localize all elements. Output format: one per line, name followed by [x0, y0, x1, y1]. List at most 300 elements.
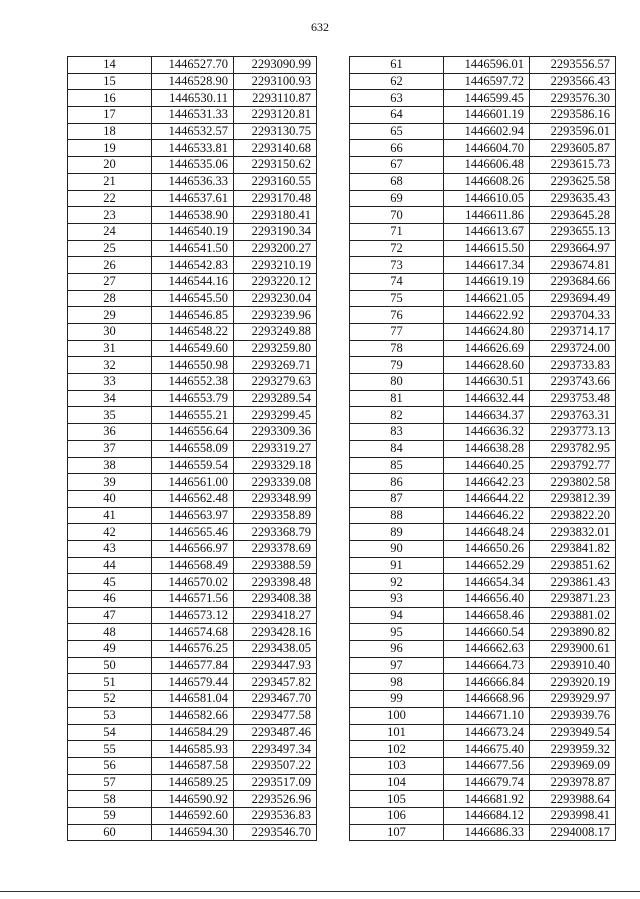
- y-coordinate-cell: 2293753.48: [530, 390, 616, 407]
- x-coordinate-cell: 1446642.23: [444, 474, 530, 491]
- point-number-cell: 92: [350, 574, 444, 591]
- x-coordinate-cell: 1446686.33: [444, 824, 530, 841]
- x-coordinate-cell: 1446684.12: [444, 807, 530, 824]
- y-coordinate-cell: 2293319.27: [234, 440, 317, 457]
- y-coordinate-cell: 2293841.82: [530, 540, 616, 557]
- table-row: [350, 540, 616, 557]
- table-row: [350, 641, 616, 658]
- y-coordinate-cell: 2293998.41: [530, 807, 616, 824]
- point-number-cell: 18: [68, 123, 152, 140]
- x-coordinate-cell: 1446537.61: [152, 190, 234, 207]
- point-number-cell: 93: [350, 591, 444, 608]
- point-number-cell: 34: [68, 390, 152, 407]
- y-coordinate-cell: 2293200.27: [234, 240, 317, 257]
- table-row: [68, 57, 317, 74]
- y-coordinate-cell: 2293190.34: [234, 223, 317, 240]
- x-coordinate-cell: 1446675.40: [444, 741, 530, 758]
- point-number-cell: 91: [350, 557, 444, 574]
- table-row: [68, 724, 317, 741]
- x-coordinate-cell: 1446540.19: [152, 223, 234, 240]
- x-coordinate-cell: 1446613.67: [444, 223, 530, 240]
- x-coordinate-cell: 1446561.00: [152, 474, 234, 491]
- x-coordinate-cell: 1446562.48: [152, 490, 234, 507]
- y-coordinate-cell: 2293832.01: [530, 524, 616, 541]
- y-coordinate-cell: 2293969.09: [530, 757, 616, 774]
- x-coordinate-cell: 1446553.79: [152, 390, 234, 407]
- table-row: [350, 791, 616, 808]
- point-number-cell: 107: [350, 824, 444, 841]
- point-number-cell: 31: [68, 340, 152, 357]
- point-number-cell: 14: [68, 57, 152, 74]
- x-coordinate-cell: 1446542.83: [152, 257, 234, 274]
- x-coordinate-cell: 1446574.68: [152, 624, 234, 641]
- table-row: [350, 824, 616, 841]
- point-number-cell: 65: [350, 123, 444, 140]
- table-row: [68, 557, 317, 574]
- x-coordinate-cell: 1446544.16: [152, 273, 234, 290]
- x-coordinate-cell: 1446602.94: [444, 123, 530, 140]
- x-coordinate-cell: 1446589.25: [152, 774, 234, 791]
- table-row: [350, 123, 616, 140]
- point-number-cell: 53: [68, 707, 152, 724]
- y-coordinate-cell: 2293130.75: [234, 123, 317, 140]
- y-coordinate-cell: 2293457.82: [234, 674, 317, 691]
- table-row: [350, 390, 616, 407]
- point-number-cell: 66: [350, 140, 444, 157]
- y-coordinate-cell: 2293150.62: [234, 157, 317, 174]
- point-number-cell: 61: [350, 57, 444, 74]
- x-coordinate-cell: 1446681.92: [444, 791, 530, 808]
- table-row: [350, 757, 616, 774]
- table-row: [68, 457, 317, 474]
- coordinate-table-right: [349, 56, 616, 841]
- table-row: [68, 223, 317, 240]
- point-number-cell: 94: [350, 607, 444, 624]
- point-number-cell: 73: [350, 257, 444, 274]
- x-coordinate-cell: 1446570.02: [152, 574, 234, 591]
- x-coordinate-cell: 1446565.46: [152, 524, 234, 541]
- table-row: [68, 407, 317, 424]
- y-coordinate-cell: 2293949.54: [530, 724, 616, 741]
- y-coordinate-cell: 2293438.05: [234, 641, 317, 658]
- table-row: [68, 691, 317, 708]
- y-coordinate-cell: 2293259.80: [234, 340, 317, 357]
- point-number-cell: 76: [350, 307, 444, 324]
- x-coordinate-cell: 1446626.69: [444, 340, 530, 357]
- table-row: [68, 774, 317, 791]
- y-coordinate-cell: 2293388.59: [234, 557, 317, 574]
- table-row: [68, 507, 317, 524]
- point-number-cell: 83: [350, 424, 444, 441]
- table-row: [350, 507, 616, 524]
- point-number-cell: 80: [350, 374, 444, 391]
- x-coordinate-cell: 1446577.84: [152, 657, 234, 674]
- point-number-cell: 29: [68, 307, 152, 324]
- y-coordinate-cell: 2293724.00: [530, 340, 616, 357]
- y-coordinate-cell: 2293398.48: [234, 574, 317, 591]
- y-coordinate-cell: 2293408.38: [234, 591, 317, 608]
- point-number-cell: 33: [68, 374, 152, 391]
- x-coordinate-cell: 1446528.90: [152, 73, 234, 90]
- y-coordinate-cell: 2293487.46: [234, 724, 317, 741]
- x-coordinate-cell: 1446530.11: [152, 90, 234, 107]
- y-coordinate-cell: 2293890.82: [530, 624, 616, 641]
- point-number-cell: 45: [68, 574, 152, 591]
- table-row: [350, 657, 616, 674]
- point-number-cell: 72: [350, 240, 444, 257]
- x-coordinate-cell: 1446610.05: [444, 190, 530, 207]
- point-number-cell: 30: [68, 324, 152, 341]
- y-coordinate-cell: 2293497.34: [234, 741, 317, 758]
- y-coordinate-cell: 2293279.63: [234, 374, 317, 391]
- point-number-cell: 95: [350, 624, 444, 641]
- y-coordinate-cell: 2293546.70: [234, 824, 317, 841]
- y-coordinate-cell: 2293664.97: [530, 240, 616, 257]
- point-number-cell: 105: [350, 791, 444, 808]
- x-coordinate-cell: 1446656.40: [444, 591, 530, 608]
- table-row: [68, 257, 317, 274]
- table-row: [350, 457, 616, 474]
- x-coordinate-cell: 1446581.04: [152, 691, 234, 708]
- x-coordinate-cell: 1446585.93: [152, 741, 234, 758]
- table-row: [68, 374, 317, 391]
- table-row: [68, 73, 317, 90]
- table-row: [68, 273, 317, 290]
- table-row: [68, 240, 317, 257]
- y-coordinate-cell: 2293180.41: [234, 207, 317, 224]
- point-number-cell: 41: [68, 507, 152, 524]
- table-row: [68, 624, 317, 641]
- y-coordinate-cell: 2293110.87: [234, 90, 317, 107]
- y-coordinate-cell: 2293684.66: [530, 273, 616, 290]
- table-row: [350, 207, 616, 224]
- x-coordinate-cell: 1446538.90: [152, 207, 234, 224]
- x-coordinate-cell: 1446652.29: [444, 557, 530, 574]
- y-coordinate-cell: 2293586.16: [530, 107, 616, 124]
- point-number-cell: 85: [350, 457, 444, 474]
- point-number-cell: 100: [350, 707, 444, 724]
- point-number-cell: 71: [350, 223, 444, 240]
- x-coordinate-cell: 1446650.26: [444, 540, 530, 557]
- y-coordinate-cell: 2293299.45: [234, 407, 317, 424]
- table-row: [68, 440, 317, 457]
- table-row: [350, 340, 616, 357]
- point-number-cell: 97: [350, 657, 444, 674]
- x-coordinate-cell: 1446658.46: [444, 607, 530, 624]
- table-row: [68, 591, 317, 608]
- x-coordinate-cell: 1446587.58: [152, 757, 234, 774]
- y-coordinate-cell: 2293517.09: [234, 774, 317, 791]
- y-coordinate-cell: 2293358.89: [234, 507, 317, 524]
- y-coordinate-cell: 2293861.43: [530, 574, 616, 591]
- x-coordinate-cell: 1446606.48: [444, 157, 530, 174]
- table-body: [68, 57, 317, 841]
- y-coordinate-cell: 2293625.58: [530, 173, 616, 190]
- table-row: [350, 173, 616, 190]
- point-number-cell: 26: [68, 257, 152, 274]
- y-coordinate-cell: 2293100.93: [234, 73, 317, 90]
- y-coordinate-cell: 2293645.28: [530, 207, 616, 224]
- x-coordinate-cell: 1446677.56: [444, 757, 530, 774]
- point-number-cell: 15: [68, 73, 152, 90]
- x-coordinate-cell: 1446644.22: [444, 490, 530, 507]
- y-coordinate-cell: 2293743.66: [530, 374, 616, 391]
- y-coordinate-cell: 2293635.43: [530, 190, 616, 207]
- point-number-cell: 81: [350, 390, 444, 407]
- table-row: [350, 574, 616, 591]
- y-coordinate-cell: 2293615.73: [530, 157, 616, 174]
- x-coordinate-cell: 1446599.45: [444, 90, 530, 107]
- y-coordinate-cell: 2293348.99: [234, 490, 317, 507]
- table-row: [68, 157, 317, 174]
- point-number-cell: 23: [68, 207, 152, 224]
- x-coordinate-cell: 1446592.60: [152, 807, 234, 824]
- point-number-cell: 28: [68, 290, 152, 307]
- y-coordinate-cell: 2293733.83: [530, 357, 616, 374]
- x-coordinate-cell: 1446632.44: [444, 390, 530, 407]
- point-number-cell: 20: [68, 157, 152, 174]
- point-number-cell: 21: [68, 173, 152, 190]
- table-row: [350, 624, 616, 641]
- point-number-cell: 78: [350, 340, 444, 357]
- y-coordinate-cell: 2293674.81: [530, 257, 616, 274]
- table-row: [68, 657, 317, 674]
- x-coordinate-cell: 1446617.34: [444, 257, 530, 274]
- point-number-cell: 60: [68, 824, 152, 841]
- point-number-cell: 40: [68, 490, 152, 507]
- y-coordinate-cell: 2294008.17: [530, 824, 616, 841]
- table-row: [350, 807, 616, 824]
- x-coordinate-cell: 1446546.85: [152, 307, 234, 324]
- x-coordinate-cell: 1446673.24: [444, 724, 530, 741]
- y-coordinate-cell: 2293160.55: [234, 173, 317, 190]
- table-row: [350, 557, 616, 574]
- x-coordinate-cell: 1446531.33: [152, 107, 234, 124]
- x-coordinate-cell: 1446634.37: [444, 407, 530, 424]
- table-row: [68, 324, 317, 341]
- table-row: [350, 107, 616, 124]
- y-coordinate-cell: 2293140.68: [234, 140, 317, 157]
- table-row: [68, 791, 317, 808]
- point-number-cell: 43: [68, 540, 152, 557]
- y-coordinate-cell: 2293920.19: [530, 674, 616, 691]
- x-coordinate-cell: 1446584.29: [152, 724, 234, 741]
- point-number-cell: 56: [68, 757, 152, 774]
- x-coordinate-cell: 1446622.92: [444, 307, 530, 324]
- table-row: [68, 390, 317, 407]
- x-coordinate-cell: 1446550.98: [152, 357, 234, 374]
- table-row: [350, 57, 616, 74]
- table-row: [350, 707, 616, 724]
- table-row: [68, 641, 317, 658]
- y-coordinate-cell: 2293447.93: [234, 657, 317, 674]
- point-number-cell: 102: [350, 741, 444, 758]
- x-coordinate-cell: 1446601.19: [444, 107, 530, 124]
- y-coordinate-cell: 2293368.79: [234, 524, 317, 541]
- point-number-cell: 104: [350, 774, 444, 791]
- table-row: [350, 157, 616, 174]
- point-number-cell: 64: [350, 107, 444, 124]
- y-coordinate-cell: 2293090.99: [234, 57, 317, 74]
- point-number-cell: 27: [68, 273, 152, 290]
- table-row: [350, 524, 616, 541]
- y-coordinate-cell: 2293782.95: [530, 440, 616, 457]
- point-number-cell: 77: [350, 324, 444, 341]
- point-number-cell: 84: [350, 440, 444, 457]
- table-row: [68, 574, 317, 591]
- y-coordinate-cell: 2293910.40: [530, 657, 616, 674]
- x-coordinate-cell: 1446555.21: [152, 407, 234, 424]
- point-number-cell: 32: [68, 357, 152, 374]
- point-number-cell: 37: [68, 440, 152, 457]
- table-row: [68, 707, 317, 724]
- point-number-cell: 39: [68, 474, 152, 491]
- table-row: [350, 324, 616, 341]
- point-number-cell: 58: [68, 791, 152, 808]
- y-coordinate-cell: 2293792.77: [530, 457, 616, 474]
- x-coordinate-cell: 1446548.22: [152, 324, 234, 341]
- point-number-cell: 55: [68, 741, 152, 758]
- table-row: [68, 207, 317, 224]
- point-number-cell: 89: [350, 524, 444, 541]
- point-number-cell: 16: [68, 90, 152, 107]
- x-coordinate-cell: 1446596.01: [444, 57, 530, 74]
- point-number-cell: 46: [68, 591, 152, 608]
- x-coordinate-cell: 1446576.25: [152, 641, 234, 658]
- table-body: [350, 57, 616, 841]
- point-number-cell: 67: [350, 157, 444, 174]
- point-number-cell: 59: [68, 807, 152, 824]
- table-row: [68, 357, 317, 374]
- point-number-cell: 79: [350, 357, 444, 374]
- point-number-cell: 25: [68, 240, 152, 257]
- x-coordinate-cell: 1446648.24: [444, 524, 530, 541]
- x-coordinate-cell: 1446608.26: [444, 173, 530, 190]
- y-coordinate-cell: 2293694.49: [530, 290, 616, 307]
- x-coordinate-cell: 1446671.10: [444, 707, 530, 724]
- y-coordinate-cell: 2293988.64: [530, 791, 616, 808]
- x-coordinate-cell: 1446549.60: [152, 340, 234, 357]
- table-row: [350, 73, 616, 90]
- y-coordinate-cell: 2293220.12: [234, 273, 317, 290]
- table-row: [68, 807, 317, 824]
- table-row: [68, 474, 317, 491]
- y-coordinate-cell: 2293526.96: [234, 791, 317, 808]
- x-coordinate-cell: 1446668.96: [444, 691, 530, 708]
- point-number-cell: 50: [68, 657, 152, 674]
- x-coordinate-cell: 1446556.64: [152, 424, 234, 441]
- point-number-cell: 44: [68, 557, 152, 574]
- x-coordinate-cell: 1446594.30: [152, 824, 234, 841]
- x-coordinate-cell: 1446563.97: [152, 507, 234, 524]
- y-coordinate-cell: 2293239.96: [234, 307, 317, 324]
- point-number-cell: 68: [350, 173, 444, 190]
- point-number-cell: 42: [68, 524, 152, 541]
- x-coordinate-cell: 1446604.70: [444, 140, 530, 157]
- table-row: [350, 741, 616, 758]
- table-row: [68, 173, 317, 190]
- point-number-cell: 57: [68, 774, 152, 791]
- point-number-cell: 49: [68, 641, 152, 658]
- x-coordinate-cell: 1446579.44: [152, 674, 234, 691]
- x-coordinate-cell: 1446533.81: [152, 140, 234, 157]
- x-coordinate-cell: 1446611.86: [444, 207, 530, 224]
- y-coordinate-cell: 2293210.19: [234, 257, 317, 274]
- y-coordinate-cell: 2293120.81: [234, 107, 317, 124]
- table-row: [350, 357, 616, 374]
- y-coordinate-cell: 2293170.48: [234, 190, 317, 207]
- y-coordinate-cell: 2293378.69: [234, 540, 317, 557]
- x-coordinate-cell: 1446545.50: [152, 290, 234, 307]
- table-row: [350, 774, 616, 791]
- table-row: [350, 490, 616, 507]
- table-row: [68, 90, 317, 107]
- point-number-cell: 87: [350, 490, 444, 507]
- table-row: [68, 290, 317, 307]
- y-coordinate-cell: 2293714.17: [530, 324, 616, 341]
- y-coordinate-cell: 2293605.87: [530, 140, 616, 157]
- x-coordinate-cell: 1446654.34: [444, 574, 530, 591]
- y-coordinate-cell: 2293576.30: [530, 90, 616, 107]
- x-coordinate-cell: 1446527.70: [152, 57, 234, 74]
- x-coordinate-cell: 1446590.92: [152, 791, 234, 808]
- point-number-cell: 63: [350, 90, 444, 107]
- table-row: [68, 340, 317, 357]
- point-number-cell: 35: [68, 407, 152, 424]
- y-coordinate-cell: 2293802.58: [530, 474, 616, 491]
- point-number-cell: 22: [68, 190, 152, 207]
- table-row: [68, 540, 317, 557]
- table-row: [350, 674, 616, 691]
- table-row: [350, 273, 616, 290]
- table-row: [350, 474, 616, 491]
- point-number-cell: 54: [68, 724, 152, 741]
- y-coordinate-cell: 2293269.71: [234, 357, 317, 374]
- point-number-cell: 52: [68, 691, 152, 708]
- y-coordinate-cell: 2293763.31: [530, 407, 616, 424]
- y-coordinate-cell: 2293339.08: [234, 474, 317, 491]
- x-coordinate-cell: 1446558.09: [152, 440, 234, 457]
- page-number: 632: [311, 20, 329, 34]
- y-coordinate-cell: 2293822.20: [530, 507, 616, 524]
- x-coordinate-cell: 1446621.05: [444, 290, 530, 307]
- table-row: [68, 757, 317, 774]
- y-coordinate-cell: 2293329.18: [234, 457, 317, 474]
- y-coordinate-cell: 2293230.04: [234, 290, 317, 307]
- x-coordinate-cell: 1446640.25: [444, 457, 530, 474]
- table-row: [68, 140, 317, 157]
- table-row: [350, 257, 616, 274]
- point-number-cell: 103: [350, 757, 444, 774]
- table-row: [350, 290, 616, 307]
- table-row: [68, 824, 317, 841]
- x-coordinate-cell: 1446597.72: [444, 73, 530, 90]
- y-coordinate-cell: 2293536.83: [234, 807, 317, 824]
- table-row: [68, 190, 317, 207]
- y-coordinate-cell: 2293655.13: [530, 223, 616, 240]
- point-number-cell: 69: [350, 190, 444, 207]
- y-coordinate-cell: 2293900.61: [530, 641, 616, 658]
- point-number-cell: 48: [68, 624, 152, 641]
- x-coordinate-cell: 1446630.51: [444, 374, 530, 391]
- y-coordinate-cell: 2293428.16: [234, 624, 317, 641]
- x-coordinate-cell: 1446664.73: [444, 657, 530, 674]
- x-coordinate-cell: 1446636.32: [444, 424, 530, 441]
- x-coordinate-cell: 1446615.50: [444, 240, 530, 257]
- point-number-cell: 17: [68, 107, 152, 124]
- table-row: [350, 607, 616, 624]
- point-number-cell: 38: [68, 457, 152, 474]
